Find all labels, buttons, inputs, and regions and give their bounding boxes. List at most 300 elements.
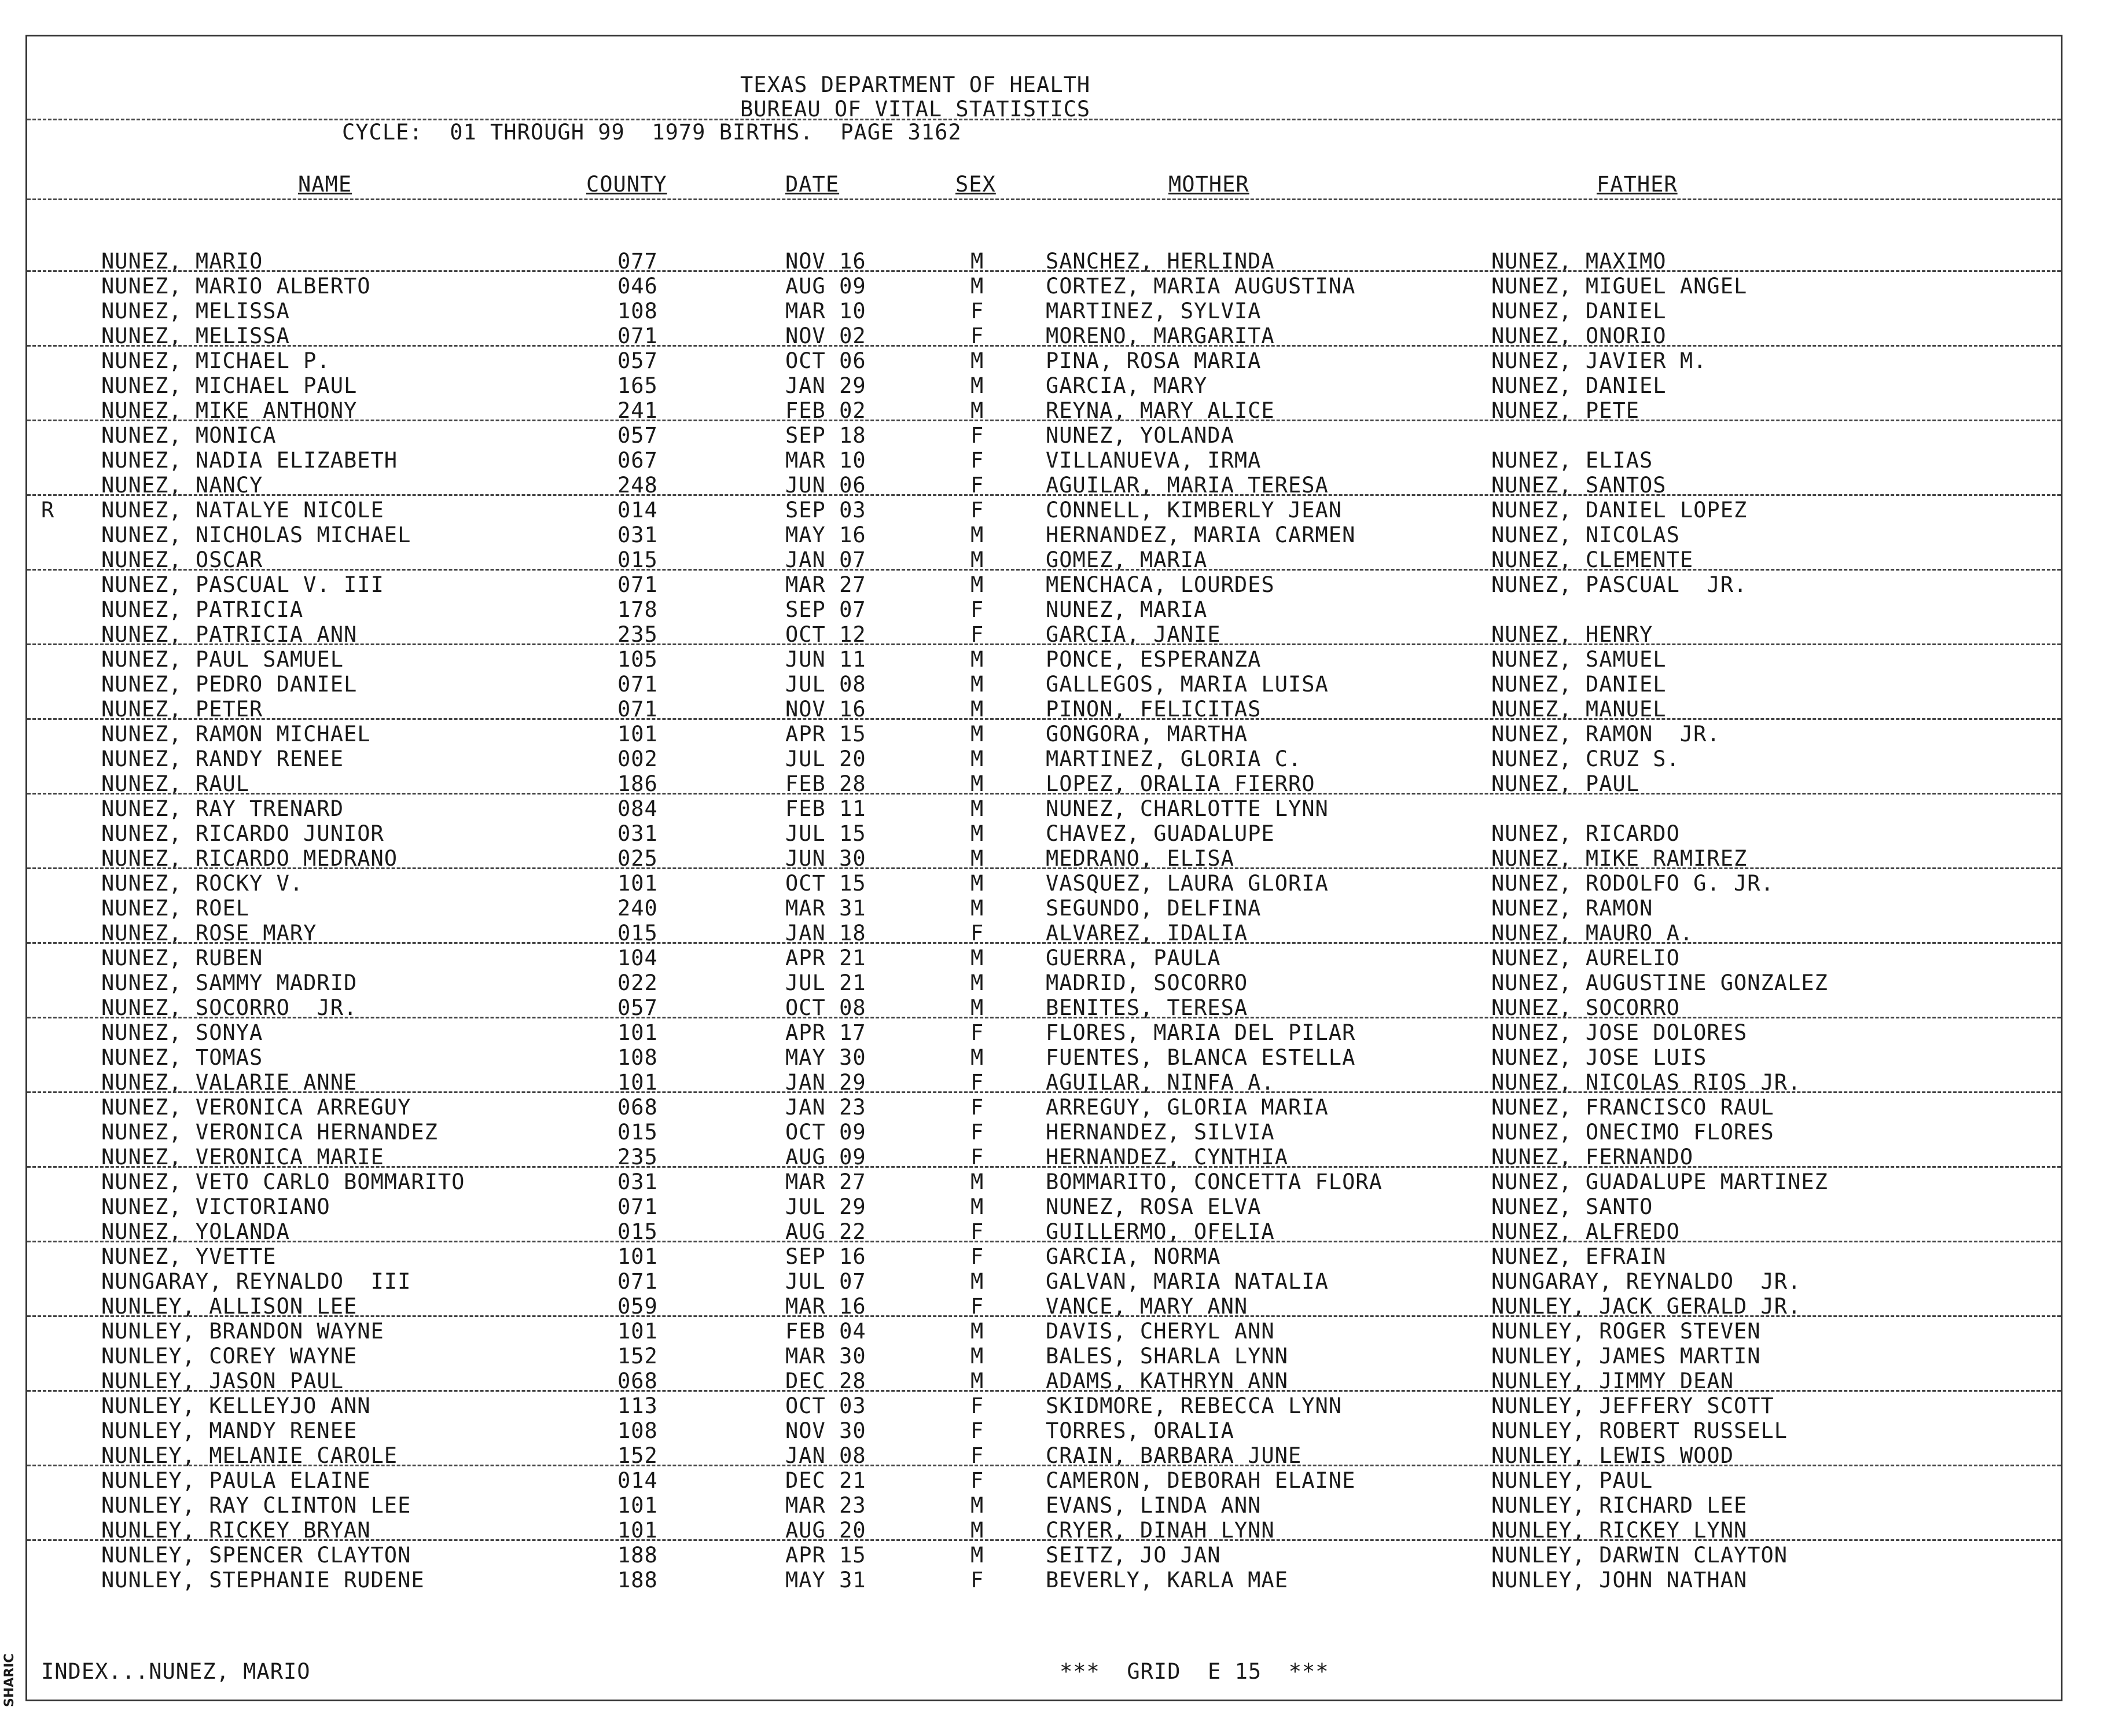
cell-mother: FLORES, MARIA DEL PILAR	[1046, 1020, 1356, 1045]
cell-date: SEP 18	[785, 423, 866, 448]
cell-county: 068	[617, 1369, 658, 1393]
cell-mother: CAMERON, DEBORAH ELAINE	[1046, 1468, 1356, 1493]
cell-sex: M	[970, 946, 984, 970]
cell-name: NUNEZ, VERONICA ARREGUY	[101, 1095, 411, 1120]
cell-county: 084	[617, 796, 658, 821]
cell-county: 015	[617, 921, 658, 946]
cell-county: 241	[617, 398, 658, 423]
cell-name: NUNEZ, PASCUAL V. III	[101, 572, 384, 597]
cell-date: JUL 21	[785, 970, 866, 995]
cell-date: JUN 06	[785, 473, 866, 498]
cell-date: JUL 07	[785, 1269, 866, 1294]
cell-mother: ALVAREZ, IDALIA	[1046, 921, 1248, 946]
cell-name: NUNEZ, YVETTE	[101, 1244, 277, 1269]
cell-name: NUNEZ, NICHOLAS MICHAEL	[101, 523, 411, 547]
cell-name: NUNLEY, SPENCER CLAYTON	[101, 1543, 411, 1568]
cell-name: NUNEZ, MONICA	[101, 423, 277, 448]
cell-father: NUNLEY, PAUL	[1491, 1468, 1653, 1493]
row-separator	[27, 345, 2061, 347]
cell-father: NUNEZ, SAMUEL	[1491, 647, 1667, 672]
table-row	[27, 946, 2061, 970]
cell-sex: M	[970, 1194, 984, 1219]
cell-date: MAR 27	[785, 572, 866, 597]
cell-sex: F	[970, 498, 984, 523]
column-header-rule	[27, 198, 2061, 200]
cell-name: NUNEZ, MICHAEL P.	[101, 348, 330, 373]
cell-name: NUNEZ, PATRICIA ANN	[101, 622, 358, 647]
cell-sex: F	[970, 1443, 984, 1468]
cell-county: 071	[617, 672, 658, 697]
table-row	[27, 1095, 2061, 1120]
cell-sex: F	[970, 921, 984, 946]
cell-county: 015	[617, 1120, 658, 1145]
cell-mother: BOMMARITO, CONCETTA FLORA	[1046, 1169, 1383, 1194]
cell-date: MAR 10	[785, 299, 866, 323]
table-row	[27, 746, 2061, 771]
row-separator	[27, 569, 2061, 571]
cell-mother: PINON, FELICITAS	[1046, 697, 1262, 722]
cell-mother: PONCE, ESPERANZA	[1046, 647, 1262, 672]
table-row	[27, 647, 2061, 672]
table-row	[27, 871, 2061, 896]
cell-mother: EVANS, LINDA ANN	[1046, 1493, 1262, 1518]
cell-county: 015	[617, 1219, 658, 1244]
table-row	[27, 1393, 2061, 1418]
table-row	[27, 1244, 2061, 1269]
cell-father: NUNEZ, HENRY	[1491, 622, 1653, 647]
cell-father: NUNEZ, EFRAIN	[1491, 1244, 1667, 1269]
cell-date: JUL 29	[785, 1194, 866, 1219]
cell-name: NUNEZ, MELISSA	[101, 299, 290, 323]
row-separator	[27, 494, 2061, 496]
cell-date: JUN 11	[785, 647, 866, 672]
cell-father: NUNEZ, PASCUAL JR.	[1491, 572, 1748, 597]
cell-date: APR 17	[785, 1020, 866, 1045]
cell-date: MAY 16	[785, 523, 866, 547]
row-separator	[27, 718, 2061, 720]
cell-mother: NUNEZ, ROSA ELVA	[1046, 1194, 1262, 1219]
cell-county: 235	[617, 622, 658, 647]
cell-county: 186	[617, 771, 658, 796]
cell-father: NUNEZ, FERNANDO	[1491, 1145, 1694, 1169]
cell-sex: M	[970, 821, 984, 846]
table-row	[27, 1543, 2061, 1568]
cell-father: NUNEZ, SOCORRO	[1491, 995, 1680, 1020]
cycle-line: CYCLE: 01 THROUGH 99 1979 BIRTHS. PAGE 3162	[342, 120, 962, 145]
cell-date: SEP 03	[785, 498, 866, 523]
cell-date: JAN 18	[785, 921, 866, 946]
cell-date: APR 15	[785, 722, 866, 746]
footer-index: INDEX...NUNEZ, MARIO	[41, 1659, 311, 1684]
cell-county: 248	[617, 473, 658, 498]
cell-mother: ARREGUY, GLORIA MARIA	[1046, 1095, 1329, 1120]
table-row	[27, 672, 2061, 697]
cell-date: AUG 22	[785, 1219, 866, 1244]
cell-county: 025	[617, 846, 658, 871]
cell-county: 014	[617, 498, 658, 523]
cell-mother: AGUILAR, NINFA A.	[1046, 1070, 1275, 1095]
table-row	[27, 1045, 2061, 1070]
cell-county: 165	[617, 373, 658, 398]
cell-sex: M	[970, 722, 984, 746]
table-row	[27, 1468, 2061, 1493]
cell-date: OCT 08	[785, 995, 866, 1020]
cell-name: NUNEZ, TOMAS	[101, 1045, 263, 1070]
cell-name: NUNEZ, MIKE ANTHONY	[101, 398, 358, 423]
cell-county: 108	[617, 299, 658, 323]
cell-mother: BEVERLY, KARLA MAE	[1046, 1568, 1288, 1592]
cell-sex: M	[970, 1045, 984, 1070]
table-row	[27, 348, 2061, 373]
cell-father: NUNEZ, CRUZ S.	[1491, 746, 1680, 771]
cell-county: 188	[617, 1568, 658, 1592]
cell-county: 057	[617, 995, 658, 1020]
cell-county: 059	[617, 1294, 658, 1319]
cell-mother: GARCIA, JANIE	[1046, 622, 1221, 647]
cell-mark: R	[41, 498, 55, 523]
cell-sex: M	[970, 746, 984, 771]
cell-name: NUNEZ, MICHAEL PAUL	[101, 373, 358, 398]
cell-name: NUNLEY, KELLEYJO ANN	[101, 1393, 371, 1418]
cell-name: NUNEZ, NADIA ELIZABETH	[101, 448, 398, 473]
cell-father: NUNLEY, RICHARD LEE	[1491, 1493, 1748, 1518]
cell-date: SEP 16	[785, 1244, 866, 1269]
table-row	[27, 1194, 2061, 1219]
cell-father: NUNEZ, CLEMENTE	[1491, 547, 1694, 572]
cell-father: NUNLEY, JOHN NATHAN	[1491, 1568, 1748, 1592]
cell-county: 101	[617, 1518, 658, 1543]
cell-sex: F	[970, 1095, 984, 1120]
cell-date: DEC 28	[785, 1369, 866, 1393]
cell-date: OCT 15	[785, 871, 866, 896]
cell-date: JUL 20	[785, 746, 866, 771]
cell-sex: M	[970, 572, 984, 597]
cell-mother: REYNA, MARY ALICE	[1046, 398, 1275, 423]
cell-date: FEB 11	[785, 796, 866, 821]
table-row	[27, 597, 2061, 622]
cell-date: OCT 03	[785, 1393, 866, 1418]
cell-mother: MARTINEZ, SYLVIA	[1046, 299, 1262, 323]
cell-father: NUNEZ, PETE	[1491, 398, 1640, 423]
cell-mother: GARCIA, MARY	[1046, 373, 1208, 398]
cell-name: NUNEZ, SOCORRO JR.	[101, 995, 358, 1020]
table-row	[27, 1319, 2061, 1344]
table-row	[27, 1269, 2061, 1294]
cell-county: 108	[617, 1045, 658, 1070]
cell-name: NUNEZ, ROEL	[101, 896, 250, 921]
cell-sex: M	[970, 697, 984, 722]
column-header-date: DATE	[785, 172, 840, 197]
cell-mother: AGUILAR, MARIA TERESA	[1046, 473, 1329, 498]
cell-father: NUNEZ, DANIEL	[1491, 672, 1667, 697]
cell-date: APR 15	[785, 1543, 866, 1568]
cell-sex: F	[970, 423, 984, 448]
cell-mother: HERNANDEZ, SILVIA	[1046, 1120, 1275, 1145]
cell-name: NUNLEY, PAULA ELAINE	[101, 1468, 371, 1493]
cell-father: NUNEZ, GUADALUPE MARTINEZ	[1491, 1169, 1828, 1194]
column-header-father: FATHER	[1597, 172, 1678, 197]
cell-county: 031	[617, 821, 658, 846]
cell-date: NOV 02	[785, 323, 866, 348]
table-row	[27, 423, 2061, 448]
cell-mother: NUNEZ, CHARLOTTE LYNN	[1046, 796, 1329, 821]
cell-sex: F	[970, 622, 984, 647]
table-row	[27, 796, 2061, 821]
cell-county: 071	[617, 697, 658, 722]
cell-father: NUNEZ, DANIEL	[1491, 373, 1667, 398]
cell-sex: M	[970, 1344, 984, 1369]
header-title: TEXAS DEPARTMENT OF HEALTH	[740, 72, 1091, 97]
cell-sex: F	[970, 1418, 984, 1443]
cell-father: NUNEZ, JAVIER M.	[1491, 348, 1707, 373]
side-label: SHARIC	[2, 1653, 17, 1707]
cell-date: OCT 09	[785, 1120, 866, 1145]
cell-father: NUNEZ, AUGUSTINE GONZALEZ	[1491, 970, 1828, 995]
cell-mother: CORTEZ, MARIA AUGUSTINA	[1046, 274, 1356, 299]
cell-name: NUNEZ, VERONICA MARIE	[101, 1145, 384, 1169]
cell-date: JUL 15	[785, 821, 866, 846]
cell-date: JAN 07	[785, 547, 866, 572]
cell-date: MAR 10	[785, 448, 866, 473]
cell-mother: CRAIN, BARBARA JUNE	[1046, 1443, 1302, 1468]
cell-name: NUNEZ, SONYA	[101, 1020, 263, 1045]
cell-mother: FUENTES, BLANCA ESTELLA	[1046, 1045, 1356, 1070]
cell-date: MAY 31	[785, 1568, 866, 1592]
cell-date: JAN 29	[785, 1070, 866, 1095]
cell-name: NUNGARAY, REYNALDO III	[101, 1269, 411, 1294]
table-row	[27, 821, 2061, 846]
cell-sex: F	[970, 473, 984, 498]
cell-date: MAR 30	[785, 1344, 866, 1369]
cell-name: NUNEZ, PATRICIA	[101, 597, 304, 622]
cell-mother: MEDRANO, ELISA	[1046, 846, 1234, 871]
cell-county: 178	[617, 597, 658, 622]
cell-date: NOV 16	[785, 697, 866, 722]
cell-mother: BALES, SHARLA LYNN	[1046, 1344, 1288, 1369]
cell-father: NUNEZ, MIKE RAMIREZ	[1491, 846, 1748, 871]
cell-county: 071	[617, 323, 658, 348]
cell-mother: SKIDMORE, REBECCA LYNN	[1046, 1393, 1343, 1418]
cell-name: NUNEZ, PETER	[101, 697, 263, 722]
cell-date: AUG 20	[785, 1518, 866, 1543]
cell-mother: GUERRA, PAULA	[1046, 946, 1221, 970]
cell-sex: F	[970, 299, 984, 323]
cell-name: NUNLEY, MELANIE CAROLE	[101, 1443, 398, 1468]
cell-county: 105	[617, 647, 658, 672]
cell-date: NOV 16	[785, 249, 866, 274]
cell-sex: F	[970, 1219, 984, 1244]
cell-sex: M	[970, 846, 984, 871]
cell-father: NUNEZ, MIGUEL ANGEL	[1491, 274, 1748, 299]
cell-name: NUNLEY, RAY CLINTON LEE	[101, 1493, 411, 1518]
cell-mother: CRYER, DINAH LYNN	[1046, 1518, 1275, 1543]
records-table	[27, 249, 2061, 1603]
cell-mother: SEITZ, JO JAN	[1046, 1543, 1221, 1568]
table-row	[27, 299, 2061, 323]
cell-sex: M	[970, 970, 984, 995]
cell-date: MAR 31	[785, 896, 866, 921]
cell-father: NUNEZ, NICOLAS	[1491, 523, 1680, 547]
cell-sex: M	[970, 995, 984, 1020]
table-row	[27, 1344, 2061, 1369]
cell-sex: F	[970, 597, 984, 622]
row-separator	[27, 942, 2061, 944]
cell-name: NUNEZ, OSCAR	[101, 547, 263, 572]
cell-name: NUNEZ, MARIO ALBERTO	[101, 274, 371, 299]
cell-name: NUNLEY, RICKEY BRYAN	[101, 1518, 371, 1543]
cell-county: 067	[617, 448, 658, 473]
cell-date: OCT 12	[785, 622, 866, 647]
cell-name: NUNEZ, NANCY	[101, 473, 263, 498]
cell-sex: F	[970, 448, 984, 473]
cell-name: NUNEZ, RICARDO MEDRANO	[101, 846, 398, 871]
cell-sex: F	[970, 1393, 984, 1418]
cell-mother: VILLANUEVA, IRMA	[1046, 448, 1262, 473]
cell-father: NUNEZ, DANIEL	[1491, 299, 1667, 323]
cell-date: FEB 04	[785, 1319, 866, 1344]
cell-county: 071	[617, 1269, 658, 1294]
table-row	[27, 498, 2061, 523]
cell-mother: HERNANDEZ, MARIA CARMEN	[1046, 523, 1356, 547]
cell-county: 101	[617, 1319, 658, 1344]
cell-sex: M	[970, 796, 984, 821]
cell-mother: SANCHEZ, HERLINDA	[1046, 249, 1275, 274]
cell-father: NUNEZ, ALFREDO	[1491, 1219, 1680, 1244]
cell-mother: GALVAN, MARIA NATALIA	[1046, 1269, 1329, 1294]
cell-sex: M	[970, 373, 984, 398]
cell-name: NUNLEY, BRANDON WAYNE	[101, 1319, 384, 1344]
row-separator	[27, 643, 2061, 645]
cell-father: NUNGARAY, REYNALDO JR.	[1491, 1269, 1801, 1294]
cell-mother: ADAMS, KATHRYN ANN	[1046, 1369, 1288, 1393]
cell-father: NUNEZ, MANUEL	[1491, 697, 1667, 722]
cell-county: 101	[617, 1020, 658, 1045]
table-row	[27, 1020, 2061, 1045]
cell-name: NUNEZ, VALARIE ANNE	[101, 1070, 358, 1095]
table-row	[27, 1568, 2061, 1592]
table-row	[27, 896, 2061, 921]
table-row	[27, 274, 2061, 299]
cell-father: NUNEZ, ONECIMO FLORES	[1491, 1120, 1774, 1145]
cell-name: NUNLEY, MANDY RENEE	[101, 1418, 358, 1443]
cell-date: MAR 23	[785, 1493, 866, 1518]
cell-sex: M	[970, 871, 984, 896]
cell-mother: MORENO, MARGARITA	[1046, 323, 1275, 348]
cell-mother: SEGUNDO, DELFINA	[1046, 896, 1262, 921]
cell-date: AUG 09	[785, 1145, 866, 1169]
cell-sex: M	[970, 274, 984, 299]
cell-date: SEP 07	[785, 597, 866, 622]
footer-grid: *** GRID E 15 ***	[1060, 1659, 1329, 1684]
cell-father: NUNLEY, JACK GERALD JR.	[1491, 1294, 1801, 1319]
row-separator	[27, 793, 2061, 795]
cell-county: 240	[617, 896, 658, 921]
cell-father: NUNLEY, JEFFERY SCOTT	[1491, 1393, 1774, 1418]
cell-mother: GONGORA, MARTHA	[1046, 722, 1248, 746]
cell-mother: HERNANDEZ, CYNTHIA	[1046, 1145, 1288, 1169]
cell-mother: VANCE, MARY ANN	[1046, 1294, 1248, 1319]
cell-county: 104	[617, 946, 658, 970]
cell-name: NUNEZ, RAY TRENARD	[101, 796, 344, 821]
cell-father: NUNLEY, LEWIS WOOD	[1491, 1443, 1734, 1468]
table-row	[27, 1493, 2061, 1518]
cell-sex: M	[970, 896, 984, 921]
cell-sex: M	[970, 348, 984, 373]
cell-date: JAN 23	[785, 1095, 866, 1120]
table-row	[27, 1169, 2061, 1194]
table-row	[27, 722, 2061, 746]
row-separator	[27, 1539, 2061, 1541]
cell-father: NUNLEY, DARWIN CLAYTON	[1491, 1543, 1788, 1568]
cell-sex: F	[970, 1468, 984, 1493]
cell-county: 101	[617, 1244, 658, 1269]
cell-county: 057	[617, 348, 658, 373]
cell-name: NUNEZ, SAMMY MADRID	[101, 970, 358, 995]
cell-father: NUNEZ, FRANCISCO RAUL	[1491, 1095, 1774, 1120]
cell-sex: M	[970, 647, 984, 672]
column-header-mother: MOTHER	[1168, 172, 1249, 197]
table-row	[27, 1120, 2061, 1145]
cell-mother: GARCIA, NORMA	[1046, 1244, 1221, 1269]
cell-sex: F	[970, 1294, 984, 1319]
cell-sex: F	[970, 323, 984, 348]
cell-county: 188	[617, 1543, 658, 1568]
cell-date: AUG 09	[785, 274, 866, 299]
cell-sex: M	[970, 523, 984, 547]
cell-father: NUNLEY, JAMES MARTIN	[1491, 1344, 1761, 1369]
cell-sex: M	[970, 1369, 984, 1393]
cell-mother: NUNEZ, MARIA	[1046, 597, 1208, 622]
cell-father: NUNEZ, RODOLFO G. JR.	[1491, 871, 1774, 896]
cell-date: MAR 16	[785, 1294, 866, 1319]
cell-date: JAN 08	[785, 1443, 866, 1468]
header-rule	[27, 119, 2061, 120]
cell-sex: M	[970, 1269, 984, 1294]
cell-name: NUNEZ, PAUL SAMUEL	[101, 647, 344, 672]
cell-mother: MADRID, SOCORRO	[1046, 970, 1248, 995]
column-header-county: COUNTY	[586, 172, 667, 197]
cell-name: NUNEZ, VERONICA HERNANDEZ	[101, 1120, 438, 1145]
row-separator	[27, 1315, 2061, 1317]
table-row	[27, 970, 2061, 995]
cell-name: NUNEZ, RAMON MICHAEL	[101, 722, 371, 746]
cell-name: NUNLEY, COREY WAYNE	[101, 1344, 358, 1369]
cell-date: JUN 30	[785, 846, 866, 871]
cell-name: NUNEZ, RUBEN	[101, 946, 263, 970]
cell-father: NUNEZ, RAMON JR.	[1491, 722, 1720, 746]
column-header-sex: SEX	[955, 172, 996, 197]
cell-father: NUNEZ, NICOLAS RIOS JR.	[1491, 1070, 1801, 1095]
cell-sex: M	[970, 771, 984, 796]
cell-name: NUNEZ, PEDRO DANIEL	[101, 672, 358, 697]
table-row	[27, 1418, 2061, 1443]
cell-father: NUNEZ, JOSE DOLORES	[1491, 1020, 1748, 1045]
cell-name: NUNEZ, RAUL	[101, 771, 250, 796]
cell-county: 046	[617, 274, 658, 299]
document-frame	[25, 35, 2062, 1701]
cell-mother: VASQUEZ, LAURA GLORIA	[1046, 871, 1329, 896]
cell-father: NUNEZ, ELIAS	[1491, 448, 1653, 473]
cell-name: NUNEZ, ROCKY V.	[101, 871, 304, 896]
column-header-name: NAME	[298, 172, 352, 197]
cell-date: JUL 08	[785, 672, 866, 697]
cell-county: 101	[617, 722, 658, 746]
cell-father: NUNEZ, ONORIO	[1491, 323, 1667, 348]
cell-county: 113	[617, 1393, 658, 1418]
cell-name: NUNEZ, RANDY RENEE	[101, 746, 344, 771]
cell-name: NUNEZ, RICARDO JUNIOR	[101, 821, 384, 846]
cell-name: NUNEZ, NATALYE NICOLE	[101, 498, 384, 523]
